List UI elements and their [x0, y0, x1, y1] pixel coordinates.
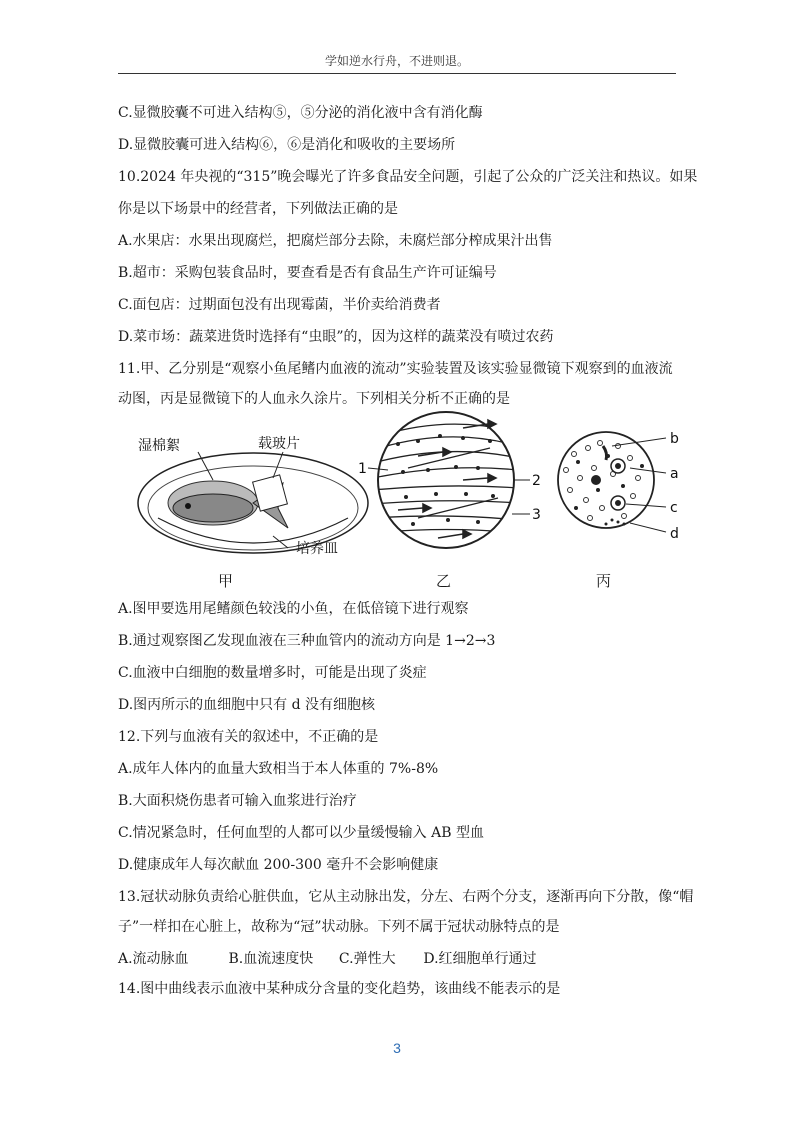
label-dish: 培养皿 — [296, 541, 338, 557]
question-10-stem: 你是以下场景中的经营者，下列做法正确的是 — [118, 201, 398, 217]
question-14-stem: 14.图中曲线表示血液中某种成分含量的变化趋势，该曲线不能表示的是 — [118, 981, 561, 997]
blood-flow-field — [358, 412, 541, 548]
option-c: C.情况紧急时，任何血型的人都可以少量缓慢输入 AB 型血 — [118, 825, 484, 841]
question-13-options — [118, 950, 537, 968]
option-a: A.成年人体内的血量大致相当于本人体重的 7%-8% — [118, 761, 439, 777]
label-cell-c: c — [670, 500, 678, 516]
option-b: B.血流速度快 — [228, 951, 314, 967]
header-rule — [118, 73, 676, 74]
option-d: D.健康成年人每次献血 200-300 毫升不会影响健康 — [118, 857, 439, 873]
figure-drawing — [118, 408, 678, 573]
option-d: D.菜市场：蔬菜进货时选择有“虫眼”的，因为这样的蔬菜没有喷过农药 — [118, 329, 554, 345]
option-a: A.流动脉血 — [118, 951, 189, 967]
label-vessel-3: 3 — [532, 507, 541, 523]
option-c: C.血液中白细胞的数量增多时，可能是出现了炎症 — [118, 665, 427, 681]
question-11-stem: 动图，丙是显微镜下的人血永久涂片。下列相关分析不正确的是 — [118, 391, 510, 407]
option-a: A.图甲要选用尾鳍颜色较浅的小鱼，在低倍镜下进行观察 — [118, 601, 469, 617]
page-header-motto: 学如逆水行舟，不进则退。 — [324, 54, 469, 68]
text-line: C.显微胶囊不可进入结构⑤，⑤分泌的消化液中含有消化酶 — [118, 105, 483, 121]
label-vessel-2: 2 — [532, 473, 541, 489]
label-vessel-1: 1 — [358, 461, 367, 477]
question-12-stem: 12.下列与血液有关的叙述中，不正确的是 — [118, 729, 379, 745]
text-line: D.显微胶囊可进入结构⑥，⑥是消化和吸收的主要场所 — [118, 137, 456, 153]
label-cotton: 湿棉絮 — [138, 438, 180, 454]
question-11-stem: 11.甲、乙分别是“观察小鱼尾鳍内血液的流动”实验装置及该实验显微镜下观察到的血液流 — [118, 361, 673, 377]
option-b: B.通过观察图乙发现血液在三种血管内的流动方向是 1→2→3 — [118, 633, 496, 649]
caption-jia: 甲 — [218, 572, 234, 590]
label-slide: 载玻片 — [258, 436, 300, 452]
option-c: C.面包店：过期面包没有出现霉菌，半价卖给消费者 — [118, 297, 441, 313]
option-b: B.超市：采购包装食品时，要查看是否有食品生产许可证编号 — [118, 265, 497, 281]
option-b: B.大面积烧伤患者可输入血浆进行治疗 — [118, 793, 357, 809]
experiment-figure — [118, 408, 678, 588]
label-cell-a: a — [670, 466, 679, 482]
caption-yi: 乙 — [436, 572, 452, 590]
blood-smear-field — [558, 431, 679, 542]
option-d: D.红细胞单行通过 — [423, 951, 537, 967]
option-a: A.水果店：水果出现腐烂，把腐烂部分去除，未腐烂部分榨成果汁出售 — [118, 233, 553, 249]
page-number: 3 — [393, 1040, 401, 1056]
caption-bing: 丙 — [596, 572, 612, 590]
question-13-stem: 13.冠状动脉负责给心脏供血，它从主动脉出发，分左、右两个分支，逐渐再向下分散，像“帽 — [118, 889, 694, 905]
label-cell-b: b — [670, 431, 679, 447]
label-cell-d: d — [670, 526, 679, 542]
fish-petri-dish — [138, 435, 368, 557]
question-13-stem: 子”一样扣在心脏上，故称为“冠”状动脉。下列不属于冠状动脉特点的是 — [118, 919, 560, 935]
option-d: D.图丙所示的血细胞中只有 d 没有细胞核 — [118, 697, 376, 713]
option-c: C.弹性大 — [338, 951, 396, 967]
question-10-stem: 10.2024 年央视的“315”晚会曝光了许多食品安全问题，引起了公众的广泛关注和热议。如果 — [118, 169, 698, 185]
